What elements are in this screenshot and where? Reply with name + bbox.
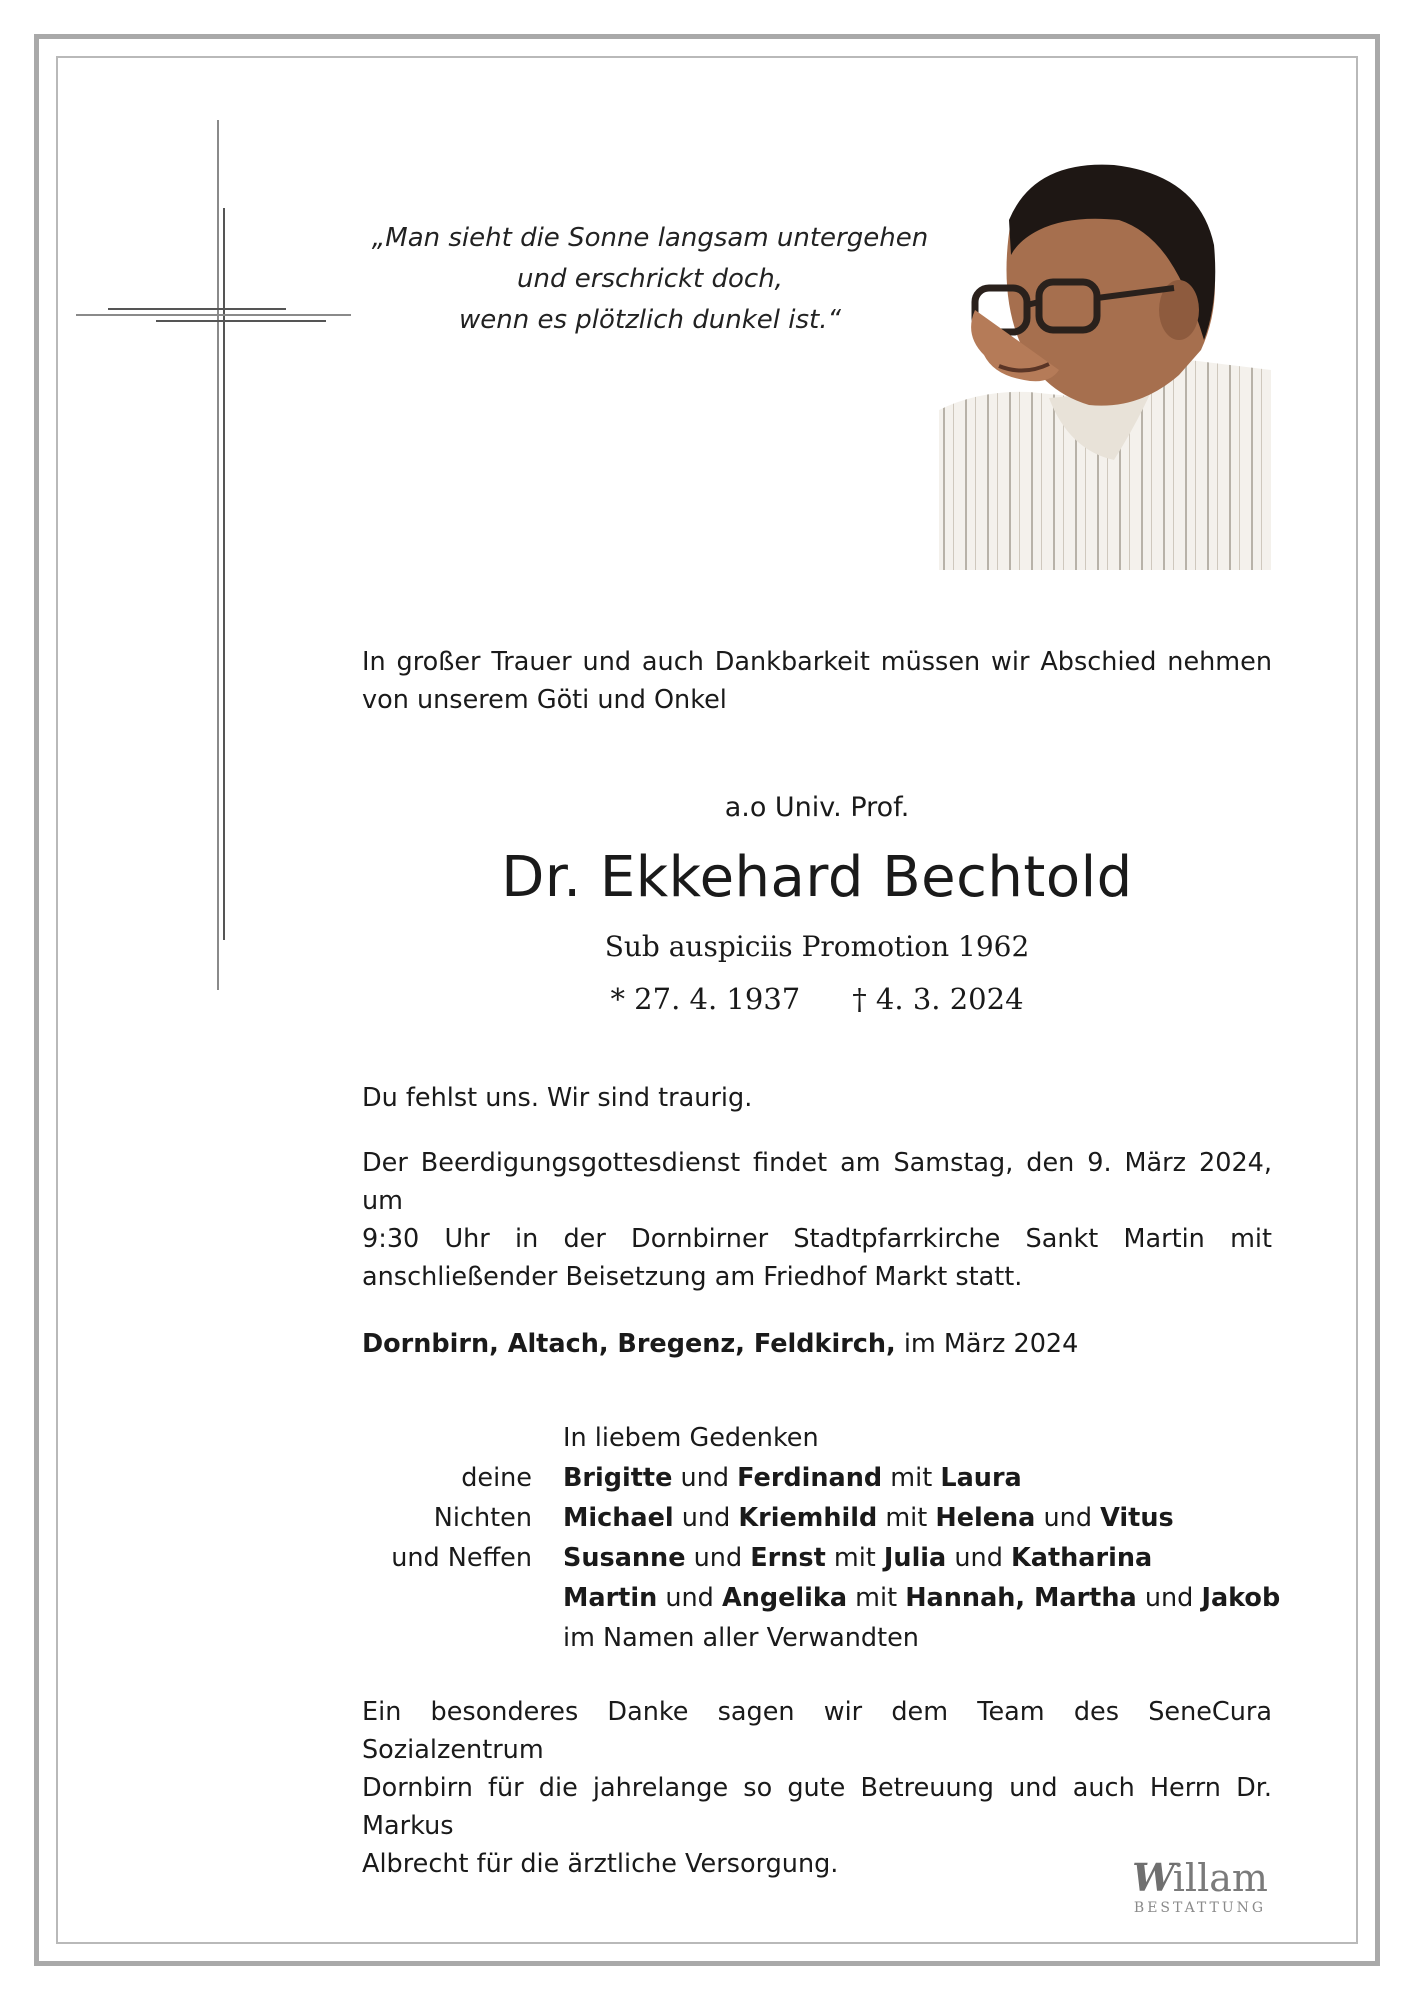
quote-line: wenn es plötzlich dunkel ist.“ — [459, 305, 841, 335]
relationship-label — [362, 1458, 532, 1578]
mourner-row — [563, 1538, 1263, 1578]
thanks-line: Ein besonderes Danke sagen wir dem Team des SeneCura Sozialzentrum — [362, 1697, 1272, 1765]
thanks-line: Dornbirn für die jahrelange so gute Betreuung und auch Herrn Dr. Markus — [362, 1773, 1272, 1841]
mourner-row — [563, 1458, 1263, 1498]
cross-icon — [76, 120, 356, 1000]
life-dates — [362, 979, 1272, 1019]
mourners-footer: im Namen aller Verwandten — [563, 1623, 919, 1653]
logo-initial: W — [1132, 1855, 1169, 1900]
mourner-name: Ernst — [750, 1543, 826, 1573]
thanks-line: Albrecht für die ärztliche Versorgung. — [362, 1849, 839, 1879]
academic-title: a.o Univ. Prof. — [724, 792, 910, 823]
quote-line: „Man sieht die Sonne langsam untergehen — [371, 223, 929, 253]
logo-name: illam — [1172, 1856, 1268, 1900]
mourners-heading: In liebem Gedenken — [563, 1423, 819, 1453]
connector-text: mit — [825, 1543, 884, 1573]
towns: Dornbirn, Altach, Bregenz, Feldkirch, — [362, 1329, 896, 1359]
intro-paragraph: In großer Trauer und auch Dankbarkeit müssen wir Abschied nehmen von unserem Göti und Onkel — [362, 647, 1272, 715]
relationship-line: und Neffen — [391, 1543, 532, 1573]
mourner-name: Martin — [563, 1583, 658, 1613]
funeral-line: Der Beerdigungsgottesdienst findet am Samstag, den 9. März 2024, um — [362, 1148, 1272, 1216]
mourner-name: Katharina — [1011, 1543, 1153, 1573]
mourner-name: Helena — [935, 1503, 1036, 1533]
mourner-name: Hannah, Martha — [905, 1583, 1137, 1613]
place-date-line — [362, 1325, 1272, 1363]
mourner-name: Kriemhild — [738, 1503, 878, 1533]
connector-text: und — [673, 1503, 739, 1533]
mourners-list — [563, 1418, 1281, 1658]
death-date: † 4. 3. 2024 — [852, 982, 1024, 1016]
mourner-name: Angelika — [721, 1583, 848, 1613]
funeral-notice — [362, 1144, 1272, 1296]
funeral-line: 9:30 Uhr in der Dornbirner Stadtpfarrkirche Sankt Martin mit — [362, 1224, 1272, 1254]
connector-text: mit — [847, 1583, 906, 1613]
mourner-row — [563, 1578, 1281, 1618]
connector-text: mit — [882, 1463, 941, 1493]
mourner-name: Vitus — [1100, 1503, 1174, 1533]
portrait-photo — [939, 160, 1271, 570]
mourner-name: Laura — [940, 1463, 1022, 1493]
connector-text: und — [1136, 1583, 1202, 1613]
relationship-line: deine Nichten — [433, 1463, 532, 1533]
mourner-name: Michael — [563, 1503, 674, 1533]
quote-line: und erschrickt doch, — [517, 264, 783, 294]
memorial-quote — [330, 218, 970, 341]
funeral-home-logo — [1120, 1856, 1280, 1916]
birth-date: * 27. 4. 1937 — [610, 982, 801, 1016]
mourner-name: Brigitte — [563, 1463, 673, 1493]
deceased-name: Dr. Ekkehard Bechtold — [501, 845, 1133, 910]
connector-text: und — [946, 1543, 1011, 1573]
mourner-row — [563, 1498, 1263, 1538]
distinction: Sub auspiciis Promotion 1962 — [604, 930, 1030, 963]
funeral-line: anschließender Beisetzung am Friedhof Markt statt. — [362, 1262, 1023, 1292]
mourner-name: Julia — [883, 1543, 947, 1573]
connector-text: und — [657, 1583, 722, 1613]
logo-subtitle: BESTATTUNG — [1133, 1900, 1267, 1916]
connector-text: und — [685, 1543, 751, 1573]
month-year: im März 2024 — [895, 1329, 1079, 1359]
connector-text: und — [1035, 1503, 1101, 1533]
grief-message: Du fehlst uns. Wir sind traurig. — [362, 1083, 753, 1113]
mourner-name: Jakob — [1201, 1583, 1281, 1613]
mourner-name: Ferdinand — [737, 1463, 883, 1493]
connector-text: mit — [877, 1503, 936, 1533]
mourner-name: Susanne — [563, 1543, 686, 1573]
connector-text: und — [672, 1463, 738, 1493]
